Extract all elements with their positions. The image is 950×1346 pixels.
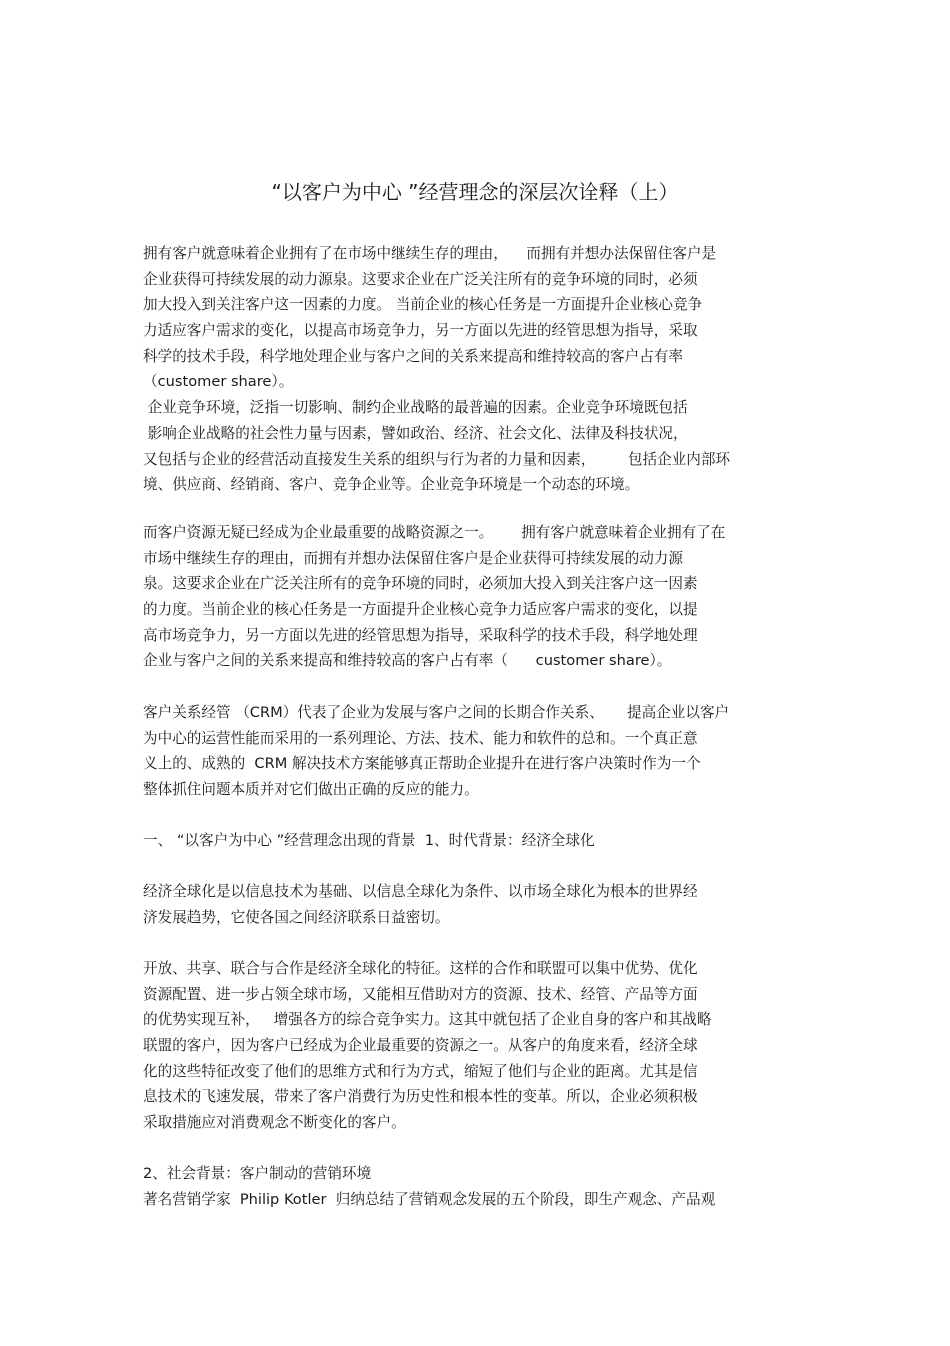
text-line: 科学的技术手段，科学地处理企业与客户之间的关系来提高和维持较高的客户占有率 [143, 347, 683, 365]
text-line: 一、 “以客户为中心 ”经营理念出现的背景 1、时代背景：经济全球化 [143, 832, 595, 849]
paragraph [143, 879, 808, 930]
text-line: 的优势实现互补， 增强各方的综合竞争实力。这其中就包括了企业自身的客户和其战略 [143, 1011, 712, 1029]
paragraph [143, 1161, 808, 1212]
text-line: 泉。这要求企业在广泛关注所有的竞争环境的同时，必须加大投入到关注客户这一因素 [143, 575, 698, 593]
text-line: 又包括与企业的经营活动直接发生关系的组织与行为者的力量和因素， 包括企业内部环 [143, 450, 731, 468]
text-line: 济发展趋势，它使各国之间经济联系日益密切。 [143, 908, 450, 926]
text-line: 市场中继续生存的理由，而拥有并想办法保留住客户是企业获得可持续发展的动力源 [143, 549, 683, 567]
document-title: “以客户为中心 ”经营理念的深层次诠释（上） [271, 180, 679, 204]
text-line: 化的这些特征改变了他们的思维方式和行为方式，缩短了他们与企业的距离。尤其是信 [143, 1062, 698, 1080]
text-line: 联盟的客户，因为客户已经成为企业最重要的资源之一。从客户的角度来看，经济全球 [143, 1037, 698, 1055]
text-line: 而客户资源无疑已经成为企业最重要的战略资源之一。 拥有客户就意味着企业拥有了在 [143, 524, 726, 541]
text-line: 为中心的运营性能而采用的一系列理论、方法、技术、能力和软件的总和。一个真正意 [143, 729, 698, 747]
paragraph [143, 956, 808, 1136]
text-line: 企业与客户之间的关系来提高和维持较高的客户占有率（ customer share）。 [143, 652, 672, 670]
text-line: 2、社会背景：客户制动的营销环境 [143, 1165, 372, 1182]
text-line: 义上的、成熟的 CRM 解决技术方案能够真正帮助企业提升在进行客户决策时作为一个 [143, 755, 701, 773]
paragraph [143, 828, 808, 854]
text-line: 资源配置、进一步占领全球市场，又能相互借助对方的资源、技术、经管、产品等方面 [143, 985, 698, 1003]
paragraph [143, 700, 808, 803]
text-line: 采取措施应对消费观念不断变化的客户。 [143, 1114, 406, 1132]
text-line: 影响企业战略的社会性力量与因素，譬如政治、经济、社会文化、法律及科技状况， [143, 424, 688, 442]
text-line: 加大投入到关注客户这一因素的力度。 当前企业的核心任务是一方面提升企业核心竞争 [143, 296, 703, 314]
paragraph [143, 520, 808, 674]
paragraph [143, 241, 808, 498]
text-line: 的力度。当前企业的核心任务是一方面提升企业核心竞争力适应客户需求的变化，以提 [143, 601, 698, 619]
text-line: 客户关系经管 （CRM）代表了企业为发展与客户之间的长期合作关系、 提高企业以客户 [143, 704, 730, 721]
text-line: （customer share）。 [143, 373, 294, 391]
text-line: 开放、共享、联合与合作是经济全球化的特征。这样的合作和联盟可以集中优势、优化 [143, 960, 698, 977]
text-line: 力适应客户需求的变化，以提高市场竞争力，另一方面以先进的经管思想为指导，采取 [143, 322, 698, 340]
text-line: 著名营销学家 Philip Kotler 归纳总结了营销观念发展的五个阶段，即生产观念、产品观 [143, 1190, 716, 1208]
text-line: 经济全球化是以信息技术为基础、以信息全球化为条件、以市场全球化为根本的世界经 [143, 883, 698, 900]
text-line: 企业竞争环境，泛指一切影响、制约企业战略的最普遍的因素。企业竞争环境既包括 [143, 399, 688, 417]
text-line: 企业获得可持续发展的动力源泉。这要求企业在广泛关注所有的竞争环境的同时，必须 [143, 270, 698, 288]
text-line: 高市场竞争力，另一方面以先进的经管思想为指导，采取科学的技术手段，科学地处理 [143, 626, 698, 644]
text-line: 境、供应商、经销商、客户、竞争企业等。企业竞争环境是一个动态的环境。 [143, 476, 640, 494]
text-line: 拥有客户就意味着企业拥有了在市场中继续生存的理由， 而拥有并想办法保留住客户是 [143, 245, 717, 262]
text-line: 整体抓住问题本质并对它们做出正确的反应的能力。 [143, 781, 479, 799]
text-line: 息技术的飞速发展，带来了客户消费行为历史性和根本性的变革。所以，企业必须积极 [143, 1088, 698, 1106]
